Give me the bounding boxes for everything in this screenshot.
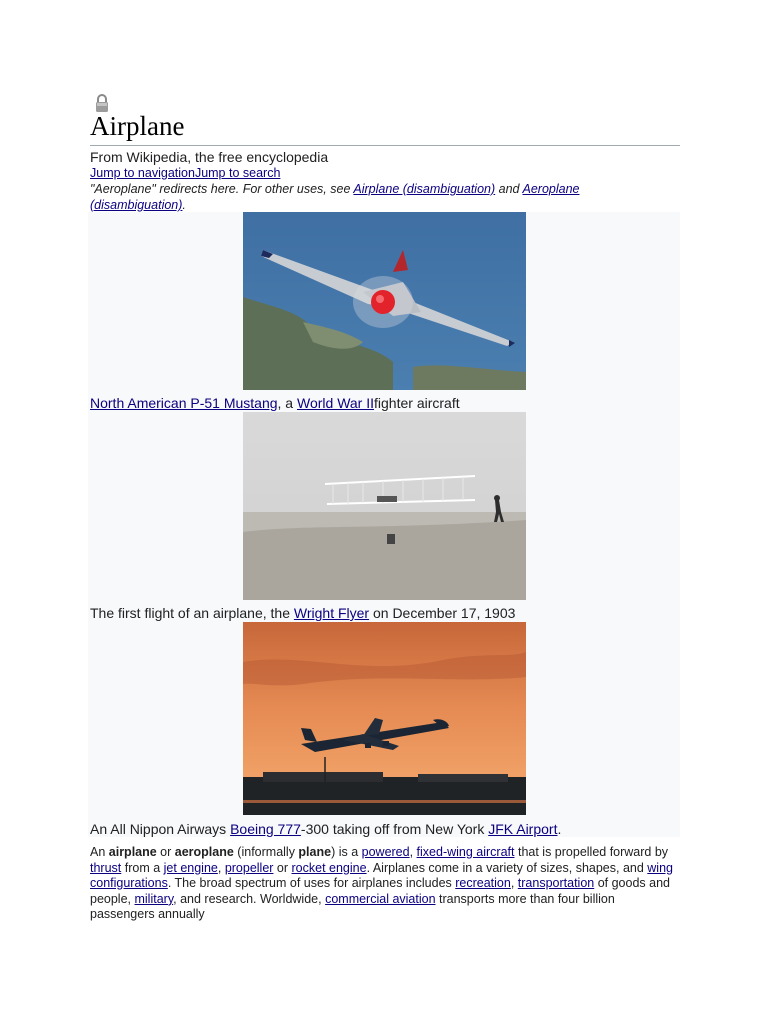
caption-text: , a: [277, 395, 297, 411]
commercial-aviation-link[interactable]: commercial aviation: [325, 891, 436, 906]
recreation-link[interactable]: recreation: [455, 876, 511, 891]
ana-boeing-777-photo[interactable]: [243, 622, 526, 815]
transportation-link[interactable]: transportation: [517, 876, 595, 891]
lead-text: (informally: [233, 845, 299, 859]
site-tagline: From Wikipedia, the free encyclopedia: [90, 149, 329, 165]
hatnote-text: and: [495, 182, 523, 196]
caption-text: fighter aircraft: [374, 395, 460, 411]
lead-text: ,: [409, 845, 417, 859]
bold-term: aeroplane: [174, 845, 234, 859]
caption-text: The first flight of an airplane, the: [90, 605, 294, 621]
lead-text: ) is a: [331, 845, 362, 859]
p51-mustang-link[interactable]: North American P-51 Mustang: [90, 395, 278, 411]
jfk-airport-link[interactable]: JFK Airport: [488, 821, 558, 837]
rocket-engine-link[interactable]: rocket engine: [291, 860, 367, 875]
hatnote: [90, 181, 630, 213]
military-link[interactable]: military: [134, 891, 174, 906]
aeroplane-disambiguation-link[interactable]: Aeroplane (disambiguation): [90, 182, 580, 212]
figure-caption: [90, 820, 561, 838]
lead-text: of goods and people,: [90, 876, 670, 906]
caption-text: -300 taking off from New York: [300, 821, 489, 837]
lead-text: An: [90, 845, 109, 859]
propeller-link[interactable]: propeller: [224, 860, 274, 875]
p51-mustang-image: [243, 212, 526, 390]
figure-caption: [90, 394, 460, 412]
thrust-link[interactable]: thrust: [90, 860, 122, 875]
jump-links: [90, 166, 280, 181]
lead-paragraph: [90, 845, 680, 923]
lead-text: . The broad spectrum of uses for airplanes includes: [167, 876, 456, 891]
jump-to-search-link[interactable]: Jump to search: [194, 166, 281, 180]
wing-configurations-link[interactable]: wing configurations: [90, 860, 673, 891]
lead-text: or: [273, 860, 292, 875]
lead-text: from a: [121, 860, 164, 875]
p51-mustang-photo[interactable]: [243, 212, 526, 390]
figure-caption: [90, 604, 515, 622]
caption-text: .: [557, 821, 562, 837]
powered-link[interactable]: powered: [361, 845, 410, 859]
lead-text: ,: [510, 876, 518, 891]
page-title: Airplane: [90, 108, 680, 146]
wright-flyer-link[interactable]: Wright Flyer: [293, 605, 370, 621]
jet-engine-link[interactable]: jet engine: [163, 860, 218, 875]
jump-to-navigation-link[interactable]: Jump to navigation: [90, 166, 195, 180]
hatnote-text: .: [182, 198, 186, 212]
boeing-777-link[interactable]: Boeing 777: [230, 821, 301, 837]
bold-term: plane: [298, 845, 332, 859]
ana-boeing-777-image: [243, 622, 526, 815]
bold-term: airplane: [108, 845, 157, 859]
lead-text: ,: [217, 860, 225, 875]
caption-text: on December 17, 1903: [369, 605, 516, 621]
airplane-disambiguation-link[interactable]: Airplane (disambiguation): [353, 182, 496, 196]
fixed-wing-aircraft-link[interactable]: fixed-wing aircraft: [416, 845, 515, 859]
lead-text: that is propelled forward by: [514, 845, 669, 859]
lead-text: transports more than four billion passengers annually: [90, 891, 615, 922]
lead-text: , and research. Worldwide,: [173, 891, 326, 906]
world-war-ii-link[interactable]: World War II: [297, 395, 375, 411]
lead-text: or: [156, 845, 175, 859]
lead-text: . Airplanes come in a variety of sizes, shapes, and: [366, 860, 648, 875]
hatnote-text: "Aeroplane" redirects here. For other uses, see: [90, 182, 354, 196]
caption-text: An All Nippon Airways: [90, 821, 231, 837]
wright-flyer-photo[interactable]: [243, 412, 526, 600]
wright-flyer-image: [243, 412, 526, 600]
